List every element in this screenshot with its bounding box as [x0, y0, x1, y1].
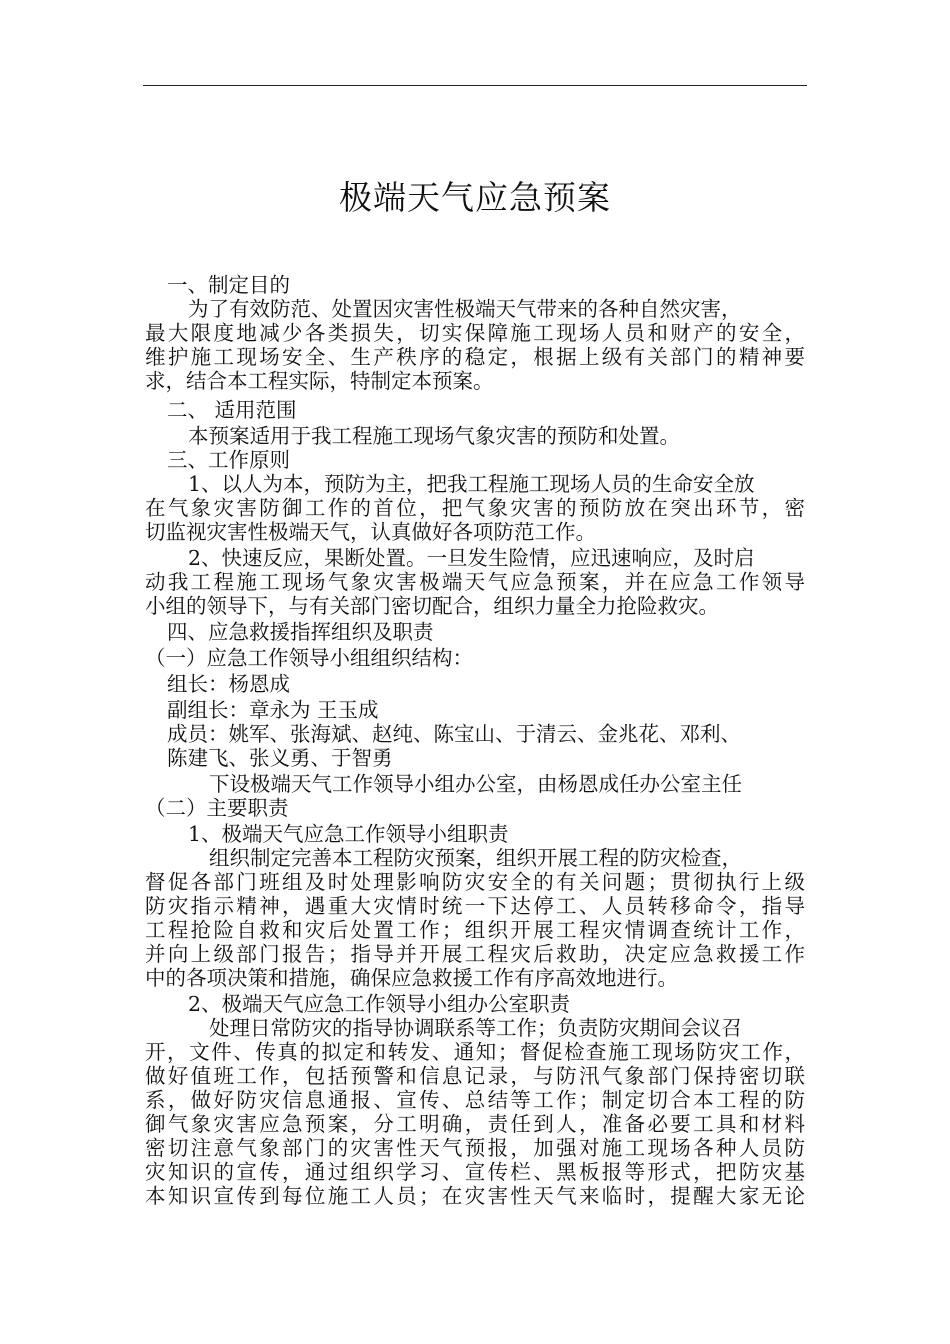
paragraph-line: 做好值班工作，包括预警和信息记录，与防汛气象部门保持密切联 — [145, 1064, 805, 1088]
paragraph-line: 求，结合本工程实际，特制定本预案。 — [145, 369, 494, 393]
document-title: 极端天气应急预案 — [339, 178, 611, 217]
item-heading: 1、极端天气应急工作领导小组职责 — [188, 822, 509, 846]
paragraph-line: 督促各部门班组及时处理影响防灾安全的有关问题；贯彻执行上级 — [145, 870, 805, 894]
paragraph-line: 防灾指示精神，遇重大灾情时统一下达停工、人员转移命令，指导 — [145, 894, 805, 918]
paragraph-line: 最大限度地减少各类损失，切实保障施工现场人员和财产的安全， — [145, 321, 805, 345]
paragraph-line: 为了有效防范、处置因灾害性极端天气带来的各种自然灾害， — [188, 297, 742, 321]
section-heading: 四、应急救援指挥组织及职责 — [167, 620, 434, 644]
paragraph-line: 切监视灾害性极端天气，认真做好各项防范工作。 — [145, 520, 596, 544]
paragraph-line: 在气象灾害防御工作的首位，把气象灾害的预防放在突出环节，密 — [145, 496, 805, 520]
paragraph-line: 2、快速反应，果断处置。一旦发生险情，应迅速响应，及时启 — [188, 546, 755, 570]
members-line: 陈建飞、张义勇、于智勇 — [167, 746, 393, 770]
paragraph-line: 本知识宣传到每位施工人员；在灾害性天气来临时，提醒大家无论 — [145, 1184, 805, 1208]
paragraph-line: 并向上级部门报告；指导并开展工程灾后救助，决定应急救援工作 — [145, 942, 805, 966]
paragraph-line: 1、以人为本，预防为主，把我工程施工现场人员的生命安全放 — [188, 472, 755, 496]
section-heading: 一、制定目的 — [167, 273, 290, 297]
paragraph-line: 下设极端天气工作领导小组办公室，由杨恩成任办公室主任 — [209, 772, 742, 796]
paragraph-line: 开，文件、传真的拟定和转发、通知；督促检查施工现场防灾工作， — [145, 1040, 805, 1064]
section-heading: 三、工作原则 — [167, 448, 290, 472]
paragraph-line: 组织制定完善本工程防灾预案，组织开展工程的防灾检查， — [209, 846, 742, 870]
paragraph-line: 小组的领导下，与有关部门密切配合，组织力量全力抢险救灾。 — [145, 594, 719, 618]
paragraph-line: 本预案适用于我工程施工现场气象灾害的预防和处置。 — [188, 424, 680, 448]
paragraph-line: 动我工程施工现场气象灾害极端天气应急预案，并在应急工作领导 — [145, 570, 805, 594]
subsection-heading: （一）应急工作领导小组组织结构： — [145, 646, 473, 670]
leader-line: 组长：杨恩成 — [167, 672, 290, 696]
paragraph-line: 中的各项决策和措施，确保应急救援工作有序高效地进行。 — [145, 966, 678, 990]
paragraph-line: 处理日常防灾的指导协调联系等工作；负责防灾期间会议召 — [209, 1016, 742, 1040]
paragraph-line: 工程抢险自救和灾后处置工作；组织开展工程灾情调查统计工作， — [145, 918, 805, 942]
members-line: 成员：姚军、张海斌、赵纯、陈宝山、于清云、金兆花、邓利、 — [167, 722, 741, 746]
subsection-heading: （二）主要职责 — [145, 796, 289, 820]
paragraph-line: 密切注意气象部门的灾害性天气预报，加强对施工现场各种人员防 — [145, 1136, 805, 1160]
section-heading: 二、 适用范围 — [167, 398, 297, 422]
paragraph-line: 系，做好防灾信息通报、宣传、总结等工作；制定切合本工程的防 — [145, 1088, 805, 1112]
header-rule — [143, 85, 807, 86]
deputy-leader-line: 副组长：章永为 王玉成 — [167, 698, 379, 722]
paragraph-line: 维护施工现场安全、生产秩序的稳定，根据上级有关部门的精神要 — [145, 345, 805, 369]
paragraph-line: 灾知识的宣传，通过组织学习、宣传栏、黑板报等形式，把防灾基 — [145, 1160, 805, 1184]
item-heading: 2、极端天气应急工作领导小组办公室职责 — [188, 992, 571, 1016]
paragraph-line: 御气象灾害应急预案，分工明确，责任到人，准备必要工具和材料 — [145, 1112, 805, 1136]
